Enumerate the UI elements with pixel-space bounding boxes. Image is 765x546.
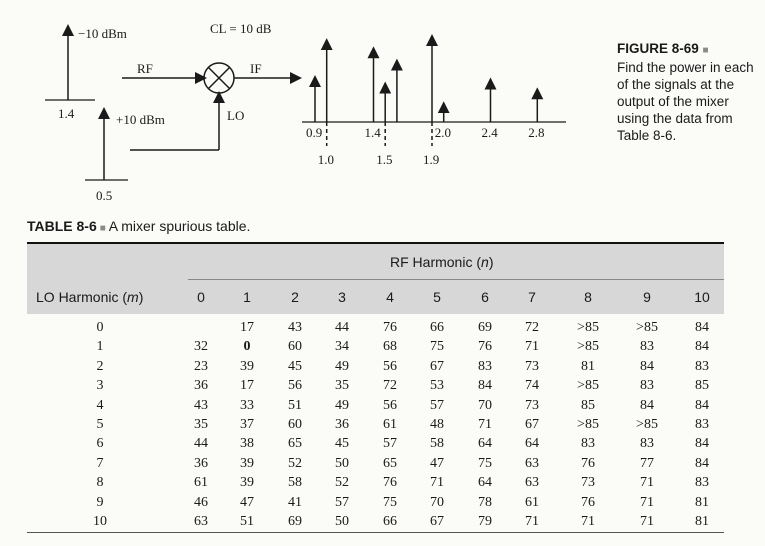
table-cell: 61 bbox=[194, 475, 208, 491]
table-cell: 81 bbox=[695, 494, 709, 510]
row-label: 9 bbox=[96, 494, 104, 510]
table-cell: 73 bbox=[581, 475, 595, 491]
table-cell: 49 bbox=[335, 397, 349, 413]
row-label: 2 bbox=[96, 358, 104, 374]
table-cell: 35 bbox=[194, 417, 208, 432]
table-cell: 76 bbox=[383, 320, 397, 335]
row-label: 8 bbox=[96, 475, 104, 491]
table-cell: 73 bbox=[525, 358, 539, 374]
table-cell: >85 bbox=[577, 320, 599, 335]
table-cell: 65 bbox=[383, 455, 397, 471]
rf-freq-label: 1.4 bbox=[58, 106, 75, 121]
column-header: 8 bbox=[584, 289, 592, 305]
table-cell: 69 bbox=[478, 320, 492, 335]
figure-caption-text: Find the power in each of the signals at the output of the mixer using the data from Table 8-6. bbox=[617, 60, 754, 143]
table-cell: 76 bbox=[581, 494, 595, 510]
table-cell: 77 bbox=[640, 455, 654, 471]
spectrum-top-label: 1.4 bbox=[364, 125, 381, 140]
table-cell: 47 bbox=[430, 455, 444, 471]
table-cell: 45 bbox=[335, 436, 349, 452]
table-cell: 32 bbox=[194, 339, 208, 355]
table-cell: >85 bbox=[577, 417, 599, 432]
spectrum-top-labels bbox=[306, 125, 545, 140]
table-cell: 46 bbox=[194, 494, 208, 510]
table-cell: 38 bbox=[240, 436, 254, 452]
table-cell: 71 bbox=[525, 514, 539, 529]
header-rule bbox=[188, 279, 724, 280]
table-cell: 57 bbox=[335, 494, 349, 510]
table-cell: 52 bbox=[288, 455, 302, 471]
row-label: 5 bbox=[96, 417, 104, 432]
column-header: 10 bbox=[694, 289, 710, 305]
table-cell: 76 bbox=[478, 339, 492, 355]
spectrum-bottom-labels bbox=[318, 152, 440, 167]
table-cell: 81 bbox=[581, 358, 595, 374]
table-cell: 51 bbox=[288, 397, 302, 413]
table-cell: 56 bbox=[383, 397, 397, 413]
table-cell: 83 bbox=[695, 417, 709, 432]
table-cell: 72 bbox=[525, 320, 539, 335]
table-cell: 83 bbox=[640, 339, 654, 355]
table-cell: 83 bbox=[478, 358, 492, 374]
table-cell: 36 bbox=[335, 417, 349, 432]
spectrum-bottom-label: 1.0 bbox=[317, 152, 334, 167]
table-cell: 83 bbox=[640, 436, 654, 452]
table-cell: 85 bbox=[695, 378, 709, 394]
table-cell: 50 bbox=[335, 455, 349, 471]
table-cell: 36 bbox=[194, 455, 208, 471]
table-cell: 85 bbox=[581, 397, 595, 413]
rf-harmonic-header: RF Harmonic (n) bbox=[390, 254, 494, 270]
square-icon: ■ bbox=[99, 223, 106, 234]
table-cell: 44 bbox=[194, 436, 208, 452]
rf-label: RF bbox=[137, 61, 153, 76]
table-cell: >85 bbox=[636, 320, 658, 335]
if-label: IF bbox=[250, 61, 262, 76]
table-cell: 83 bbox=[640, 378, 654, 394]
lo-harmonic-header: LO Harmonic (m) bbox=[36, 289, 144, 305]
table-cell: 0 bbox=[243, 339, 251, 355]
table-cell: 50 bbox=[335, 514, 349, 529]
table-cell: 64 bbox=[478, 436, 492, 452]
column-header: 1 bbox=[243, 289, 251, 305]
table-cell: 48 bbox=[430, 417, 444, 432]
table-cell: 84 bbox=[695, 320, 709, 335]
table-cell: 23 bbox=[194, 358, 208, 374]
lo-freq-label: 0.5 bbox=[96, 188, 113, 203]
table-cell: 36 bbox=[194, 378, 208, 394]
table-cell: 37 bbox=[240, 417, 254, 432]
table-cell: 65 bbox=[288, 436, 302, 452]
table-cell: 34 bbox=[335, 339, 349, 355]
table-cell: 71 bbox=[640, 475, 654, 491]
column-header: 5 bbox=[433, 289, 441, 305]
rf-power-label: −10 dBm bbox=[78, 26, 127, 41]
table-cell: 71 bbox=[525, 339, 539, 355]
table-cell: 79 bbox=[478, 514, 492, 529]
table-cell: 67 bbox=[525, 417, 539, 432]
table-cell: 66 bbox=[383, 514, 397, 529]
spectrum-top-label: 2.0 bbox=[434, 125, 451, 140]
table-cell: 71 bbox=[478, 417, 492, 432]
output-spectrum bbox=[315, 40, 537, 146]
table-cell: 78 bbox=[478, 494, 492, 510]
column-header: 4 bbox=[386, 289, 394, 305]
table-cell: 58 bbox=[288, 475, 302, 491]
table-cell: 84 bbox=[478, 378, 492, 394]
table-number: TABLE 8-6 bbox=[27, 218, 97, 234]
table-cell: 68 bbox=[383, 339, 397, 355]
table-cell: 44 bbox=[335, 320, 349, 335]
mixer-figure bbox=[0, 0, 610, 210]
spectrum-top-label: 2.4 bbox=[481, 125, 498, 140]
table-cell: 84 bbox=[695, 455, 709, 471]
lo-label: LO bbox=[227, 108, 245, 123]
table-cell: 53 bbox=[430, 378, 444, 394]
table-cell: 75 bbox=[430, 339, 444, 355]
table-cell: 61 bbox=[383, 417, 397, 432]
table-cell: 84 bbox=[640, 358, 654, 374]
table-cell: 39 bbox=[240, 455, 254, 471]
table-cell: 47 bbox=[240, 494, 254, 510]
table-cell: 75 bbox=[383, 494, 397, 510]
row-label: 0 bbox=[96, 320, 104, 335]
spectrum-bottom-label: 1.9 bbox=[423, 152, 440, 167]
table-cell: 83 bbox=[695, 475, 709, 491]
row-label: 1 bbox=[96, 339, 104, 355]
table-cell: 39 bbox=[240, 475, 254, 491]
table-cell: 70 bbox=[478, 397, 492, 413]
table-cell: 43 bbox=[288, 320, 302, 335]
table-cell: 64 bbox=[525, 436, 539, 452]
table-cell: 41 bbox=[288, 494, 302, 510]
table-cell: 45 bbox=[288, 358, 302, 374]
table-cell: 61 bbox=[525, 494, 539, 510]
table-cell: 60 bbox=[288, 417, 302, 432]
table-cell: 83 bbox=[581, 436, 595, 452]
cl-label: CL = 10 dB bbox=[210, 21, 272, 36]
table-cell: 84 bbox=[640, 397, 654, 413]
column-header: 7 bbox=[528, 289, 536, 305]
table-cell: 63 bbox=[525, 475, 539, 491]
column-header: 2 bbox=[291, 289, 299, 305]
table-cell: >85 bbox=[636, 417, 658, 432]
table-cell: 72 bbox=[383, 378, 397, 394]
table-cell: 17 bbox=[240, 378, 254, 394]
column-header: 6 bbox=[481, 289, 489, 305]
table-cell: 56 bbox=[383, 358, 397, 374]
table-cell: 67 bbox=[430, 514, 444, 529]
lo-power-label: +10 dBm bbox=[116, 112, 165, 127]
table-cell: 35 bbox=[335, 378, 349, 394]
table-cell: 57 bbox=[430, 397, 444, 413]
table-cell: 67 bbox=[430, 358, 444, 374]
figure-number: FIGURE 8-69 bbox=[617, 41, 699, 56]
table-cell: 57 bbox=[383, 436, 397, 452]
square-icon: ■ bbox=[702, 45, 709, 56]
column-header: 0 bbox=[197, 289, 205, 305]
spectrum-top-label: 2.8 bbox=[528, 125, 545, 140]
spectrum-top-label: 0.9 bbox=[306, 125, 323, 140]
row-label: 4 bbox=[96, 397, 104, 413]
spectrum-bottom-label: 1.5 bbox=[376, 152, 393, 167]
table-cell: 75 bbox=[478, 455, 492, 471]
table-cell: 63 bbox=[194, 514, 208, 529]
table-cell: 64 bbox=[478, 475, 492, 491]
table-cell: 84 bbox=[695, 339, 709, 355]
table-cell: 71 bbox=[430, 475, 444, 491]
table-cell: 58 bbox=[430, 436, 444, 452]
table-cell: 33 bbox=[240, 397, 254, 413]
table-cell: 84 bbox=[695, 436, 709, 452]
table-cell: 43 bbox=[194, 397, 208, 413]
table-cell: 69 bbox=[288, 514, 302, 529]
table-cell: 73 bbox=[525, 397, 539, 413]
table-cell: 74 bbox=[525, 378, 539, 394]
table-bottom-rule bbox=[27, 532, 724, 533]
row-label: 7 bbox=[96, 455, 104, 471]
table-cell: 66 bbox=[430, 320, 444, 335]
table-caption: A mixer spurious table. bbox=[108, 218, 251, 234]
table-cell: 71 bbox=[640, 514, 654, 529]
table-cell: 39 bbox=[240, 358, 254, 374]
figure-caption bbox=[617, 40, 762, 144]
table-cell: >85 bbox=[577, 339, 599, 355]
table-cell: 76 bbox=[581, 455, 595, 471]
table-title bbox=[27, 218, 250, 234]
column-header: 9 bbox=[643, 289, 651, 305]
row-label: 3 bbox=[96, 378, 104, 394]
table-cell: >85 bbox=[577, 378, 599, 394]
table-cell: 60 bbox=[288, 339, 302, 355]
table-cell: 71 bbox=[640, 494, 654, 510]
table-cell: 84 bbox=[695, 397, 709, 413]
table-cell: 52 bbox=[335, 475, 349, 491]
table-cell: 70 bbox=[430, 494, 444, 510]
table-cell: 76 bbox=[383, 475, 397, 491]
table-cell: 56 bbox=[288, 378, 302, 394]
table-cell: 83 bbox=[695, 358, 709, 374]
table-cell: 51 bbox=[240, 514, 254, 529]
table-cell: 63 bbox=[525, 455, 539, 471]
table-cell: 49 bbox=[335, 358, 349, 374]
table-cell: 81 bbox=[695, 514, 709, 529]
column-header: 3 bbox=[338, 289, 346, 305]
row-label: 10 bbox=[93, 514, 107, 529]
table-cell: 17 bbox=[240, 320, 254, 335]
table-cell: 71 bbox=[581, 514, 595, 529]
row-label: 6 bbox=[96, 436, 104, 452]
